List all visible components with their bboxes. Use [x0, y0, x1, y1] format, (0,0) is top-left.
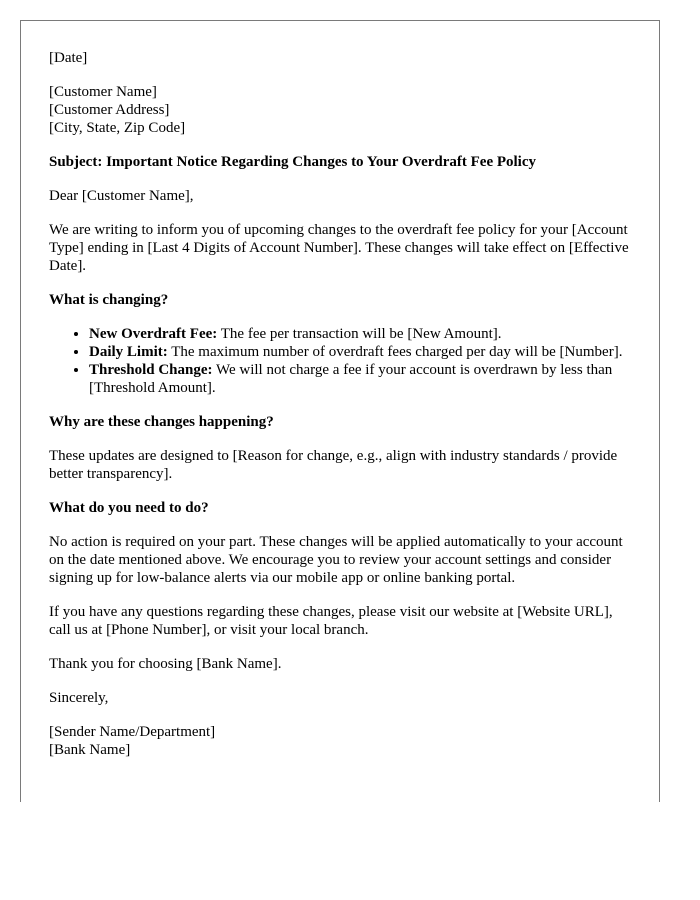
letter-subject: Subject: Important Notice Regarding Changes to Your Overdraft Fee Policy: [49, 154, 537, 170]
why-heading: Why are these changes happening?: [49, 414, 274, 430]
change-label: New Overdraft Fee:: [89, 326, 218, 342]
list-item: [89, 325, 631, 343]
bank-name: [Bank Name]: [49, 742, 131, 758]
letter-date: [Date]: [49, 50, 88, 66]
recipient-block: [49, 83, 631, 137]
recipient-city-state-zip: [City, State, Zip Code]: [49, 120, 186, 136]
what-changing-heading: What is changing?: [49, 292, 169, 308]
recipient-name: [Customer Name]: [49, 84, 157, 100]
recipient-address: [Customer Address]: [49, 102, 170, 118]
change-label: Threshold Change:: [89, 362, 213, 378]
letter-greeting: Dear [Customer Name],: [49, 188, 194, 204]
list-item: [89, 361, 631, 397]
list-item: [89, 343, 631, 361]
signature-block: [49, 723, 631, 759]
sender-name: [Sender Name/Department]: [49, 724, 216, 740]
change-text: The fee per transaction will be [New Amount].: [217, 326, 502, 342]
questions-text: If you have any questions regarding these changes, please visit our website at [Website URL], call us at [Phone Number], or visit your local branch.: [49, 604, 613, 638]
thanks-text: Thank you for choosing [Bank Name].: [49, 656, 282, 672]
changes-list: [49, 325, 631, 397]
change-label: Daily Limit:: [89, 344, 168, 360]
letter-page: [20, 20, 660, 802]
letter-closing: Sincerely,: [49, 690, 109, 706]
todo-heading: What do you need to do?: [49, 500, 209, 516]
todo-text: No action is required on your part. These changes will be applied automatically to your account on the date mentioned above. We encourage you to review your account settings and consider signing up for low-balance alerts via our mobile app or online banking portal.: [49, 534, 623, 586]
change-text: We will not charge a fee if your account is overdrawn by less than [Threshold Amount].: [89, 362, 613, 396]
letter-intro: We are writing to inform you of upcoming changes to the overdraft fee policy for your [Account Type] ending in [Last 4 Digits of Account Number]. These changes will take effect on [Effective Date].: [49, 222, 629, 274]
change-text: The maximum number of overdraft fees charged per day will be [Number].: [167, 344, 623, 360]
why-text: These updates are designed to [Reason for change, e.g., align with industry standards / provide better transparency].: [49, 448, 618, 482]
